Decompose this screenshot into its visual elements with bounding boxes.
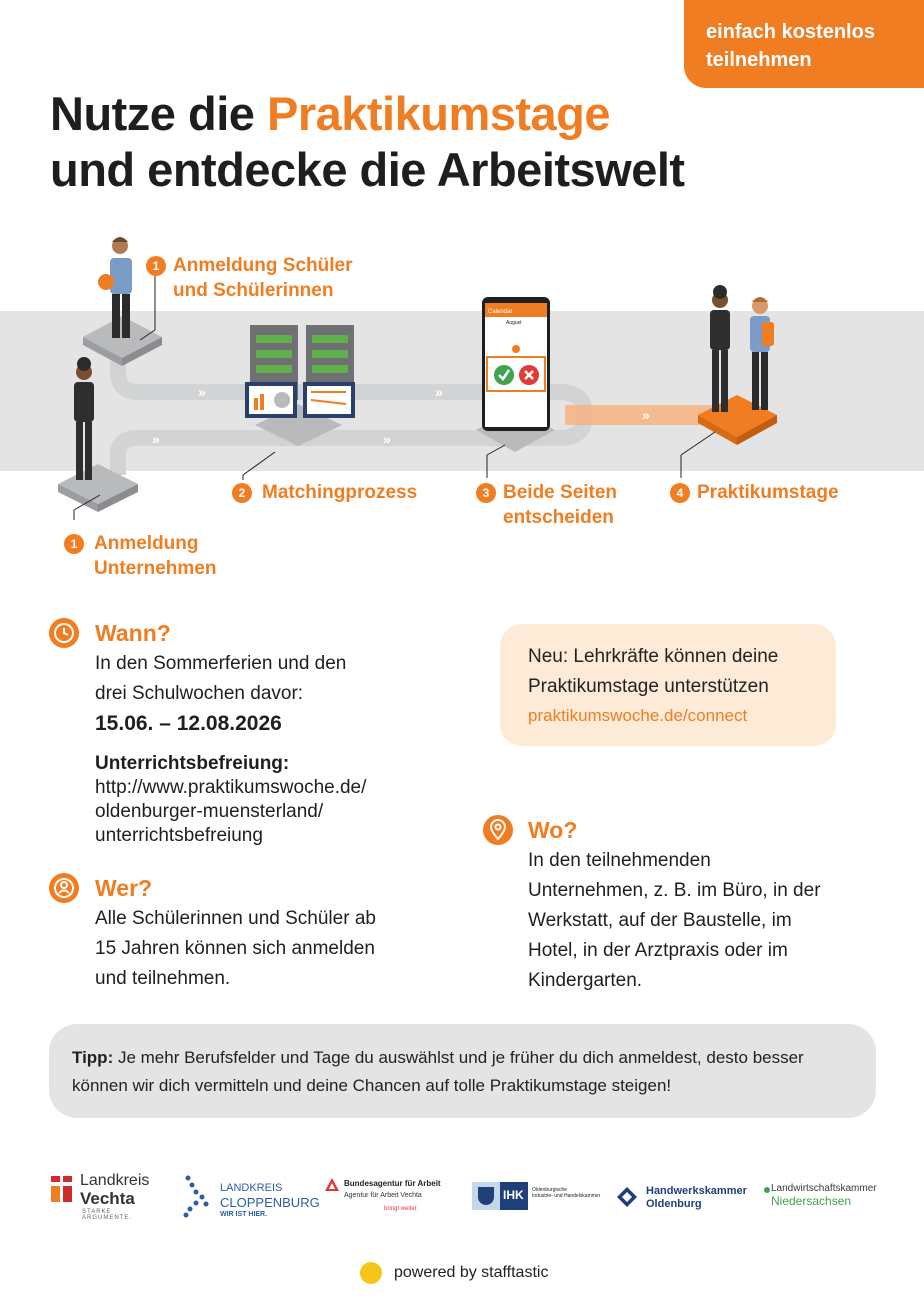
logo-landkreis-cloppenburg [182, 1172, 320, 1220]
step-label-line-2: entscheiden [503, 507, 614, 528]
logo-ihk-mark: IHK [503, 1188, 524, 1202]
tip-label: Tipp: [72, 1048, 114, 1067]
svg-text:»: » [152, 431, 160, 447]
wann-heading: Wann? [95, 620, 171, 646]
business-woman-figure [74, 357, 94, 480]
wann-dates: 15.06. – 12.08.2026 [95, 712, 282, 735]
logo-arbeit-line-3: bringt weiter. [384, 1206, 419, 1212]
wo-line-4: Hotel, in der Arztpraxis oder im [528, 940, 788, 961]
wo-heading: Wo? [528, 817, 578, 843]
step-label-line-2: und Schülerinnen [173, 280, 334, 301]
svg-text:»: » [198, 384, 206, 400]
step-number: 1 [146, 256, 166, 276]
logo-hwk-line-1: Handwerkskammer [646, 1185, 747, 1197]
logo-vechta-line-3: STARKE ARGUMENTE. [82, 1209, 133, 1221]
person-icon [49, 873, 79, 903]
logo-ihk-line-1: Oldenburgische [532, 1187, 568, 1193]
logo-vechta-line-2: Vechta [80, 1189, 135, 1208]
connect-link[interactable]: praktikumswoche.de/connect [528, 706, 748, 725]
befreiung-url-line-1: http://www.praktikumswoche.de/ [95, 777, 367, 798]
befreiung-url-line-3: unterrichtsbefreiung [95, 825, 263, 846]
clock-icon [49, 618, 79, 648]
logo-ihk-line-2: Industrie- und Handelskammer [532, 1193, 601, 1199]
wo-line-3: Werkstatt, auf der Baustelle, im [528, 910, 792, 931]
step-label-line-1: Anmeldung Schüler [173, 255, 353, 276]
handshake-figures [710, 285, 774, 412]
wo-section [528, 846, 888, 996]
step-number: 3 [476, 483, 496, 503]
logo-cloppenburg-line-2: CLOPPENBURG [220, 1195, 320, 1210]
logo-arbeit-line-2: Agentur für Arbeit Vechta [344, 1192, 422, 1199]
svg-text:»: » [642, 407, 650, 423]
befreiung-label: Unterrichtsbefreiung: [95, 753, 290, 774]
logo-arbeit-line-1: Bundesagentur für Arbeit [344, 1179, 441, 1188]
wer-line-2: 15 Jahren können sich anmelden [95, 938, 375, 959]
logo-landwirtschaftskammer [764, 1183, 884, 1209]
step-number: 2 [232, 483, 252, 503]
title-part-1: Nutze die [50, 87, 267, 140]
wer-line-1: Alle Schülerinnen und Schüler ab [95, 908, 376, 929]
location-pin-icon [483, 815, 513, 845]
svg-text:»: » [383, 431, 391, 447]
title-line-2: und entdecke die Arbeitswelt [50, 143, 685, 196]
logo-ihk [472, 1182, 600, 1212]
step-company-registration [64, 531, 216, 581]
wo-line-2: Unternehmen, z. B. im Büro, in der [528, 880, 821, 901]
note-line-1: Neu: Lehrkräfte können deine [528, 646, 779, 667]
logo-hwk-line-2: Oldenburg [646, 1198, 702, 1210]
badge-line-2: teilnehmen [706, 49, 812, 71]
orange-path [565, 405, 715, 425]
wann-line-2: drei Schulwochen davor: [95, 683, 304, 704]
step-matching [232, 480, 417, 505]
tip-text: Je mehr Berufsfelder und Tage du auswählst und je früher du dich anmeldest, desto besser können wir dich vermitteln und deine Chancen auf tolle Praktikumstage steigen! [72, 1048, 804, 1095]
logo-cloppenburg-line-1: LANDKREIS [220, 1182, 283, 1194]
title-highlight: Praktikumstage [266, 87, 611, 140]
step-student-registration [146, 253, 352, 303]
wann-section [95, 649, 455, 848]
step-label-line-1: Matchingprozess [262, 482, 418, 503]
wo-line-1: In den teilnehmenden [528, 850, 711, 871]
logo-handwerkskammer [616, 1183, 746, 1211]
wer-line-3: und teilnehmen. [95, 968, 231, 989]
phone-calendar-icon [482, 297, 550, 431]
phone-app-name: Calendar [488, 309, 513, 315]
logo-cloppenburg-line-3: WIR IST HIER. [220, 1211, 268, 1218]
step-label-line-1: Anmeldung [94, 533, 199, 554]
svg-text:»: » [435, 384, 443, 400]
logo-vechta-line-1: Landkreis [80, 1172, 150, 1189]
wer-section [95, 904, 455, 994]
step-label-line-2: Unternehmen [94, 558, 217, 579]
wer-heading: Wer? [95, 875, 153, 901]
free-participation-badge [684, 0, 924, 88]
step-number: 4 [670, 483, 690, 503]
student-figure [98, 237, 132, 338]
logo-landkreis-vechta [50, 1172, 160, 1221]
befreiung-url [95, 776, 455, 848]
step-decision [476, 480, 617, 530]
logo-bundesagentur [324, 1177, 454, 1217]
page-title [50, 86, 685, 198]
phone-month: August [506, 320, 522, 326]
note-line-2: Praktikumstage unterstützen [528, 676, 769, 697]
step-label-line-1: Praktikumstage [697, 482, 839, 503]
step-label-line-1: Beide Seiten [503, 482, 618, 503]
badge-line-1: einfach kostenlos [706, 21, 875, 43]
step-number: 1 [64, 534, 84, 554]
wo-line-5: Kindergarten. [528, 970, 643, 991]
process-illustration [0, 220, 924, 520]
footer-text: powered by stafftastic [394, 1264, 549, 1282]
tip-box [49, 1024, 876, 1118]
logo-lwk-line-2: Niedersachsen [771, 1194, 852, 1208]
step-internship-days [670, 480, 839, 505]
wann-line-1: In den Sommerferien und den [95, 653, 347, 674]
stafftastic-logo-icon [360, 1262, 382, 1284]
befreiung-url-line-2: oldenburger-muensterland/ [95, 801, 324, 822]
teacher-note-box [500, 624, 836, 746]
powered-by-footer [360, 1262, 548, 1284]
logo-lwk-line-1: Landwirtschaftskammer [771, 1183, 877, 1194]
